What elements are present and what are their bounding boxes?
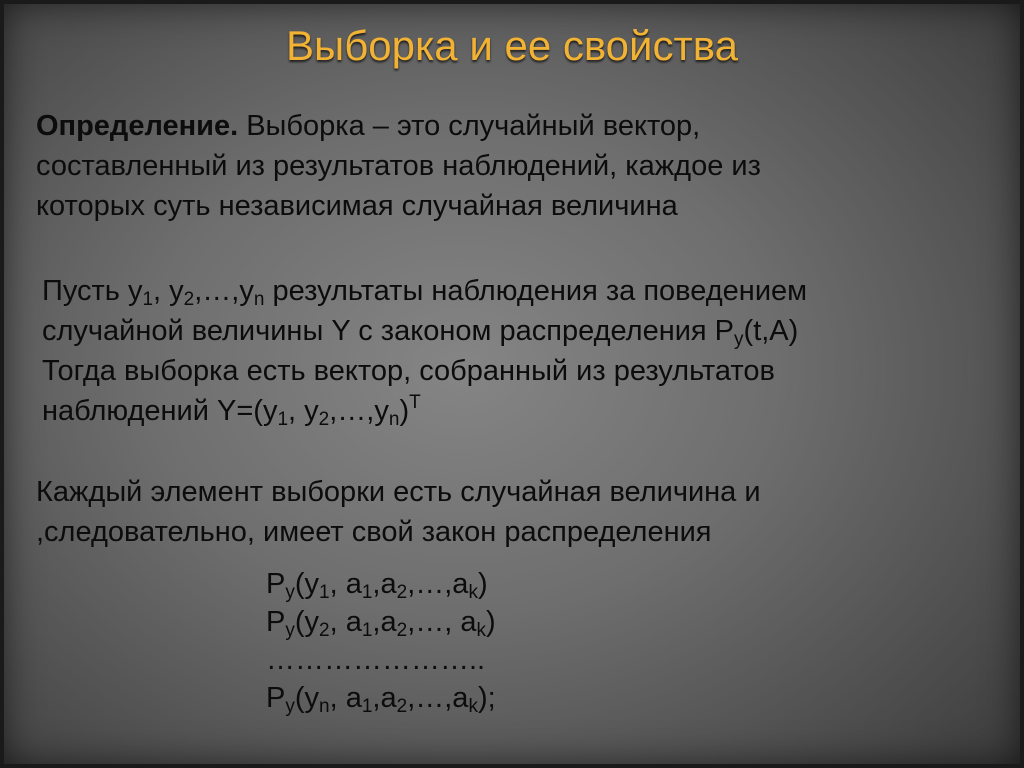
text-run: (y [294,682,320,714]
sample-vector-paragraph [42,271,1002,431]
text-run: P [266,682,286,714]
text-run: случайной величины Y с законом распределения P [42,315,735,347]
definition-line-1 [36,106,996,146]
text-run: ); [477,682,496,714]
text-run: P [266,606,286,638]
text-run: ,a [372,606,397,638]
text-run: ) [486,606,496,638]
definition-paragraph [36,106,996,226]
text-run: ,…,y [329,395,389,427]
each-line-2: ,следовательно, имеет свой закон распределения [36,516,712,548]
definition-text: Выборка – это случайный вектор, [238,110,701,142]
text-run: наблюдений Y=(y [42,395,278,427]
subscript: k [476,620,486,641]
text-run: ) [477,568,488,600]
subscript: 2 [319,620,330,641]
subscript: n [253,289,265,310]
distribution-list [266,565,496,717]
text-run: , y [288,395,319,427]
text-run: P [266,568,286,600]
subscript: n [319,696,330,717]
let-line-3: Тогда выборка есть вектор, собранный из результатов [42,355,775,387]
text-run: ) [399,395,410,427]
slide-title: Выборка и ее свойства [286,22,738,69]
text-run: (t,A) [743,315,799,347]
distribution-row-n [266,679,496,717]
text-run: , a [329,606,362,638]
definition-line-2: составленный из результатов наблюдений, каждое из [36,150,761,182]
text-run: ,a [372,568,397,600]
subscript: 1 [361,696,373,717]
text-run: , a [329,568,362,600]
subscript: y [285,620,295,641]
element-distribution-paragraph [36,472,996,552]
text-run: ,…,y [194,275,254,307]
subscript: k [468,582,478,603]
text-run: (y [294,568,320,600]
subscript: 1 [142,289,154,310]
let-line-1 [42,271,1002,311]
text-run: ,…, a [407,606,477,638]
each-line-1: Каждый элемент выборки есть случайная величина и [36,476,761,508]
distribution-row-2 [266,603,496,641]
subscript: n [388,409,400,430]
text-run: (y [294,606,320,638]
text-run: ,…,a [407,568,469,600]
subscript: y [285,696,295,717]
text-run: , y [153,275,184,307]
subscript: 1 [361,582,373,603]
subscript: 2 [396,582,408,603]
let-line-2 [42,311,1002,351]
subscript: 2 [396,620,408,641]
text-run: ,a [372,682,397,714]
superscript: T [409,392,421,413]
subscript: y [285,582,295,603]
text-run: Пусть y [42,275,143,307]
definition-term: Определение. [36,110,239,142]
subscript: 1 [319,582,330,603]
text-run: результаты наблюдения за поведением [264,275,808,307]
let-line-4 [42,391,1002,431]
definition-line-3: которых суть независимая случайная величина [36,190,678,222]
subscript: 1 [277,409,289,430]
subscript: 2 [396,696,408,717]
text-run: , a [329,682,362,714]
subscript: 2 [183,289,195,310]
distribution-row-1 [266,565,496,603]
subscript: y [734,329,744,350]
distribution-ellipsis: ………………….. [266,644,486,676]
subscript: 1 [361,620,373,641]
text-run: ,…,a [407,682,469,714]
subscript: 2 [318,409,330,430]
subscript: k [468,696,478,717]
